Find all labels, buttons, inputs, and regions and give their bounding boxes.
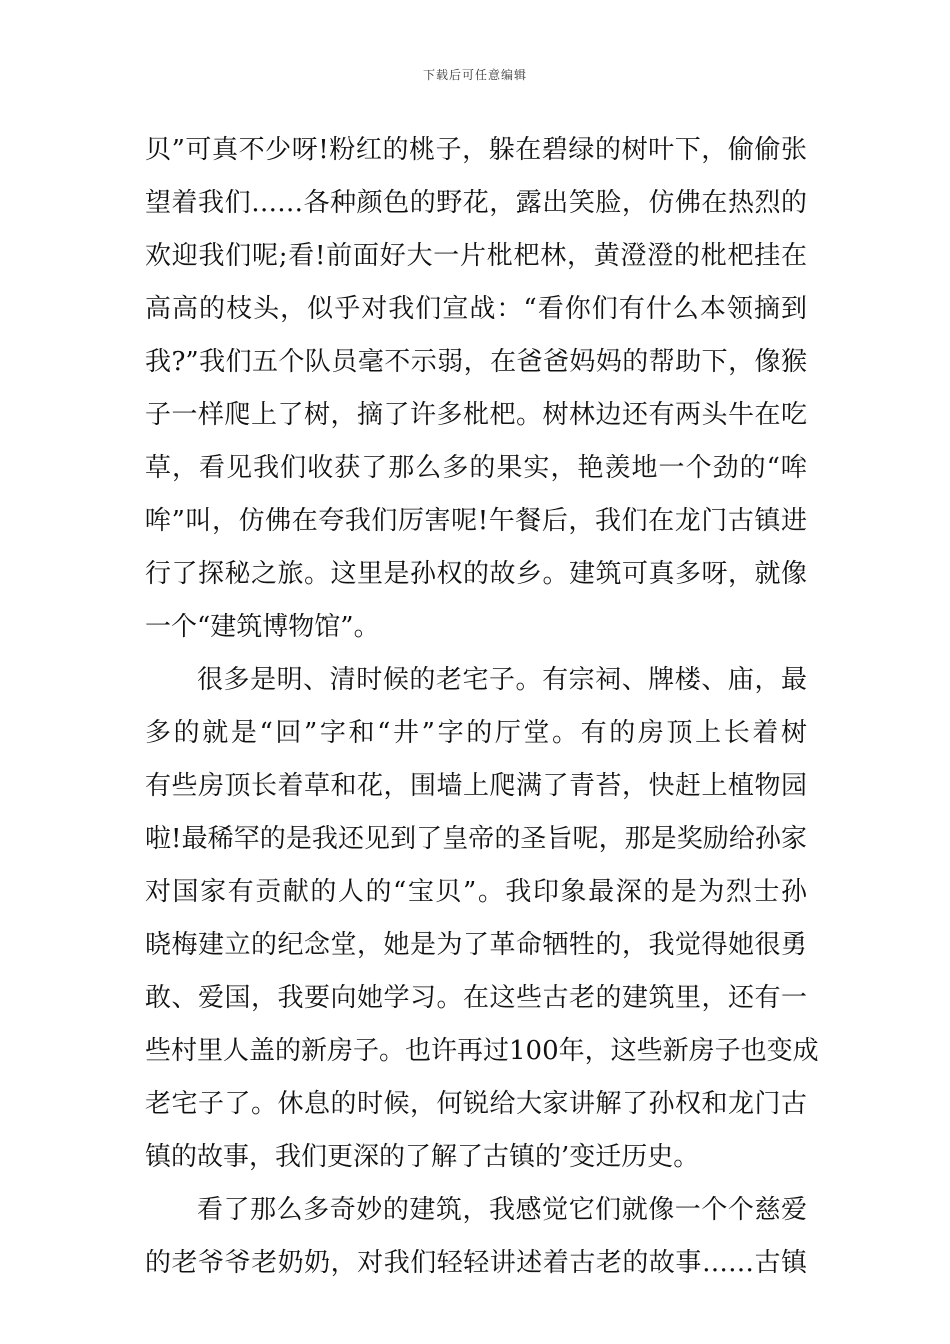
text-line: 镇的故事，我们更深的了解了古镇的’变迁历史。 [145, 1142, 700, 1172]
text-line: 啦!最稀罕的是我还见到了皇帝的圣旨呢，那是奖励给孙家 [145, 824, 807, 854]
text-line: 晓梅建立的纪念堂，她是为了革命牺牲的，我觉得她很勇 [145, 930, 807, 960]
text-line: 行了探秘之旅。这里是孙权的故乡。建筑可真多呀，就像 [145, 559, 807, 589]
text-line: 多的就是“回”字和“井”字的厅堂。有的房顶上长着树 [145, 718, 807, 748]
text-line: 老宅子了。休息的时候，何锐给大家讲解了孙权和龙门古 [145, 1089, 807, 1119]
text-line: 我?”我们五个队员毫不示弱，在爸爸妈妈的帮助下，像猴 [145, 347, 807, 377]
text-line: 望着我们……各种颜色的野花，露出笑脸，仿佛在热烈的 [145, 188, 807, 218]
text-line: 哞”叫，仿佛在夸我们厉害呢!午餐后，我们在龙门古镇进 [145, 506, 807, 536]
paragraph-first-line: 看了那么多奇妙的建筑，我感觉它们就像一个个慈爱 [197, 1195, 807, 1225]
text-line: 高高的枝头，似乎对我们宣战：“看你们有什么本领摘到 [145, 294, 807, 324]
document-body [145, 124, 819, 1290]
text-line: 敢、爱国，我要向她学习。在这些古老的建筑里，还有一 [145, 983, 807, 1013]
text-line: 有些房顶长着草和花，围墙上爬满了青苔，快赶上植物园 [145, 771, 807, 801]
text-line: 的老爷爷老奶奶，对我们轻轻讲述着古老的故事……古镇 [145, 1248, 807, 1278]
text-line: 草，看见我们收获了那么多的果实，艳羡地一个劲的“哞 [145, 453, 807, 483]
page-header: 下载后可任意编辑 [422, 68, 527, 82]
text-line: 对国家有贡献的人的“宝贝”。我印象最深的是为烈士孙 [145, 877, 807, 907]
text-line: 子一样爬上了树，摘了许多枇杷。树林边还有两头牛在吃 [145, 400, 807, 430]
text-line: 一个“建筑博物馆”。 [145, 612, 380, 642]
text-line: 贝”可真不少呀!粉红的桃子，躲在碧绿的树叶下，偷偷张 [145, 135, 807, 165]
paragraph-first-line: 很多是明、清时候的老宅子。有宗祠、牌楼、庙，最 [197, 665, 807, 695]
text-line: 些村里人盖的新房子。也许再过100年，这些新房子也变成 [145, 1036, 819, 1066]
text-line: 欢迎我们呢;看!前面好大一片枇杷林，黄澄澄的枇杷挂在 [145, 241, 807, 271]
